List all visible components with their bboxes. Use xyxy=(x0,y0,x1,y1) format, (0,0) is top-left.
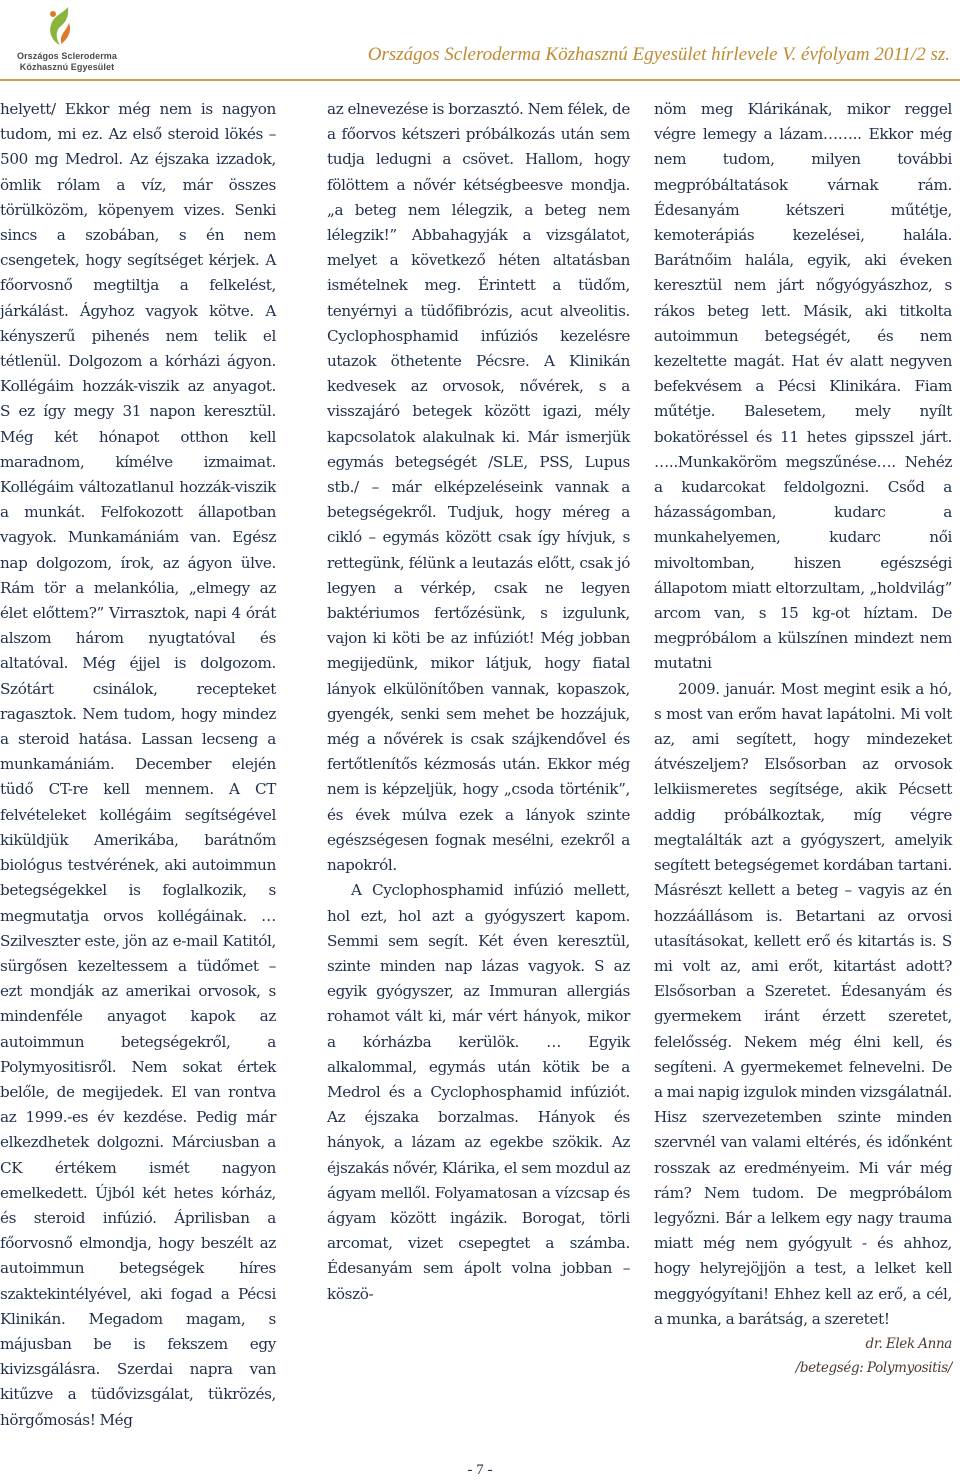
page-number: - 7 - xyxy=(467,1462,493,1478)
paragraph: helyett/ Ekkor még nem is nagyon tudom, mi ez. Az első steroid lökés – 500 mg Medrol. Az éjszaka izzadok, ömlik rólam a víz, már összes törülközöm, köpenyem vizes. Senki sincs a szobában, s én nem csengetek, hogy segítséget kérjek. A főorvosnő megtiltja a felkelést, járkálást. Ágyhoz vagyok kötve. A kényszerű pihenés nem telik el tétlenül. Dolgozom a kórházi ágyon. Kollégáim hozzák-viszik az anyagot. S ez így megy 31 napon keresztül. Még két hónapot otthon kell maradnom, kímélve izmaimat. Kollégáim változatlanul hozzák-viszik a munkát. Felfokozott állapotban vagyok. Munkamániám van. Egész nap dolgozom, írok, az ágyon ülve. Rám tör a melankólia, „elmegy az élet előttem?” Virrasztok, napi 4 órát alszom három nyugtatóval és altatóval. Még éjjel is dolgozom. Szótárt csinálok, recepteket ragasztok. Nem tudom, hogy mindez a steroid hatása. Lassan lecseng a munkamániám. December elején tüdő CT-re kell mennem. A CT felvételeket kollégáim segítségével kiküldjük Amerikába, barátnőm biológus testvérének, aki autoimmun betegségekkel is foglalkozik, s megmutatja orvos kollégáinak. …Szilveszter este, jön az e-mail Katitól, sürgősen kezeltessem a tüdőmet – ezt mondják az amerikai orvosok, s mindenféle anyagot kapok az autoimmun betegségekről, a Polymyositisről. Nem sokat értek belőle, de megijedek. El van rontva az 1999.-es év kezdése. Pedig már elkezdhetek dolgozni. Márciusban a CK értékem ismét nagyon emelkedett. Újból két hetes kórház, és steroid infúzió. Áprilisban a főorvosnő elmondja, hogy beszélt az autoimmun betegségek híres szaktekintélyével, aki fogad a Pécsi Klinikán. Megadom magam, s májusban be is fekszem egy kivizsgálásra. Szerdai napra van kitűzve a tüdővizsgálat, tükrözés, hörgőmosás! Még xyxy=(0,100,276,1429)
article-column-2 xyxy=(327,97,630,1307)
paragraph: A Cyclophosphamid infúzió mellett, hol ezt, hol azt a gyógyszert kapom. Semmi sem segít. Két éven keresztül, szinte minden nap lázas vagyok. S az egyik gyógyszer, az Immuran allergiás rohamot vált ki, már vért hányok, mikor a kórházba kerülök. … Egyik alkalommal, egymás után kötik be a Medrol és a Cyclophosphamid infúziót. Az éjszaka borzalmas. Hányok és hányok, a lázam az egekbe szökik. Az éjszakás nővér, Klárika, el sem mozdul az ágyam mellől. Folyamatosan a vízcsap és ágyam között ingázik. Borogat, törli arcomat, vizet csepegtet a számba. Édesanyám sem ápolt volna jobban – köszö- xyxy=(327,881,630,1303)
author-diagnosis-note: /betegség: Polymyositis/ xyxy=(795,1359,952,1376)
paragraph: 2009. január. Most megint esik a hó, s most van erőm havat lapátolni. Mi volt az, ami segített, hogy mindezeket átvészeljem? Elsősorban az orvosok lelkiismeretes segítsége, akik Pécsett addig próbálkoztak, míg végre megtalálták azt a gyógyszert, amelyik segített betegségemet kordában tartani. Másrészt kellett a beteg – vagyis az én hozzáállásom is. Betartani az orvosi utasításokat, kellett erő és kitartás is. S mi volt az, ami erőt, kitartást adott? Elsősorban a Szeretet. Édesanyám és gyermekem iránt érzett szeretet, felelősség. Nekem még élni kell, és segíteni. A gyermekemet felnevelni. De a mai napig izgulok minden vizsgálatnál. Hisz szervezetemben szinte minden szervnél van valami eltérés, és időnként rosszak az eredményeim. Mi vár még rám? Nem tudom. De megpróbálom legyőzni. Bár a lelkem egy nagy trauma miatt még nem gyógyult - és ahhoz, hogy helyrejöjjön a test, a lelket kell meggyógyítani! Ehhez kell az erő, a cél, a munka, a barátság, a szeretet! xyxy=(654,679,952,1328)
leaf-swirl-logo-icon xyxy=(42,4,78,48)
logo-text-line2: Közhasznú Egyesület xyxy=(19,62,115,72)
paragraph: nöm meg Klárikának, mikor reggel végre lemegy a lázam…….. Ekkor még nem tudom, milyen további megpróbáltatások várnak rám. Édesanyám kétszeri műtétje, kemoterápiás kezelései, halála. Barátnőim halála, egyik, aki éveken keresztül nem járt nőgyógyászhoz, s rákos beteg lett. Másik, aki titkolta autoimmun betegségét, és nem kezeltette magát. Hat év alatt negyven befekvésem a Pécsi Klinikára. Fiam műtétje. Balesetem, mely nyílt bokatöréssel és 11 hetes gipsszel járt. …..Munkaköröm megszűnése…. Nehéz a kudarcokat feldolgozni. Csőd a házasságomban, kudarc a munkahelyemen, kudarc női mivoltomban, hiszen egészségi állapotom miatt eltorzultam, „holdvilág” arcom van, s 15 kg-ot híztam. De megpróbálom a külszínen mindezt nem mutatni xyxy=(654,100,952,673)
author-signature: dr. Elek Anna xyxy=(865,1335,952,1352)
article-column-3 xyxy=(654,97,952,1380)
paragraph: az elnevezése is borzasztó. Nem félek, de a főorvos kétszeri próbálkozás után sem tudja ledugni a csövet. Hallom, hogy fölöttem a nővér kétségbeesve mondja. „a beteg nem lélegzik, a beteg nem lélegzik!” Abbahagyják a vizsgálatot, melyet a következő héten altatásban ismételnek meg. Érintett a tüdőm, tenyérnyi a tüdőfibrózis, acut alveolitis. Cyclophosphamid infúziós kezelésre utazok öthetente Pécsre. A Klinikán kedvesek az orvosok, nővérek, s a visszajáró betegek között igazi, mély kapcsolatok alakulnak ki. Már ismerjük egymás betegségét /SLE, PSS, Lupus stb./ – már elképzeléseink vannak a betegségekről. Tudjuk, hogy méreg a cikló – egymás között csak így hívjuk, s rettegünk, félünk a leutazás előtt, csak jó legyen a vérkép, csak ne legyen baktériumos fertőzésünk, s izgulunk, vajon ki köti be az infúziót! Még jobban megijedünk, mikor látjuk, hogy fiatal lányok elkülönítőben vannak, kopaszok, gyengék, senki sem mehet be hozzájuk, még a nővérek is csak szájkendővel és fertőtlenítős kézmosás után. Ekkor még nem is képzeljük, hogy „csoda történik”, és évek múlva ezek a lányok szinte egészségesen fognak mesélni, ezekről a napokról. xyxy=(327,100,630,875)
header-divider xyxy=(0,79,960,81)
association-logo xyxy=(8,4,126,72)
newsletter-title: Országos Scleroderma Közhasznú Egyesület hírlevele V. évfolyam 2011/2 sz. xyxy=(367,44,950,65)
logo-text-line1: Országos Scleroderma xyxy=(16,51,118,61)
article-column-1 xyxy=(0,97,276,1433)
page-header xyxy=(0,0,960,88)
